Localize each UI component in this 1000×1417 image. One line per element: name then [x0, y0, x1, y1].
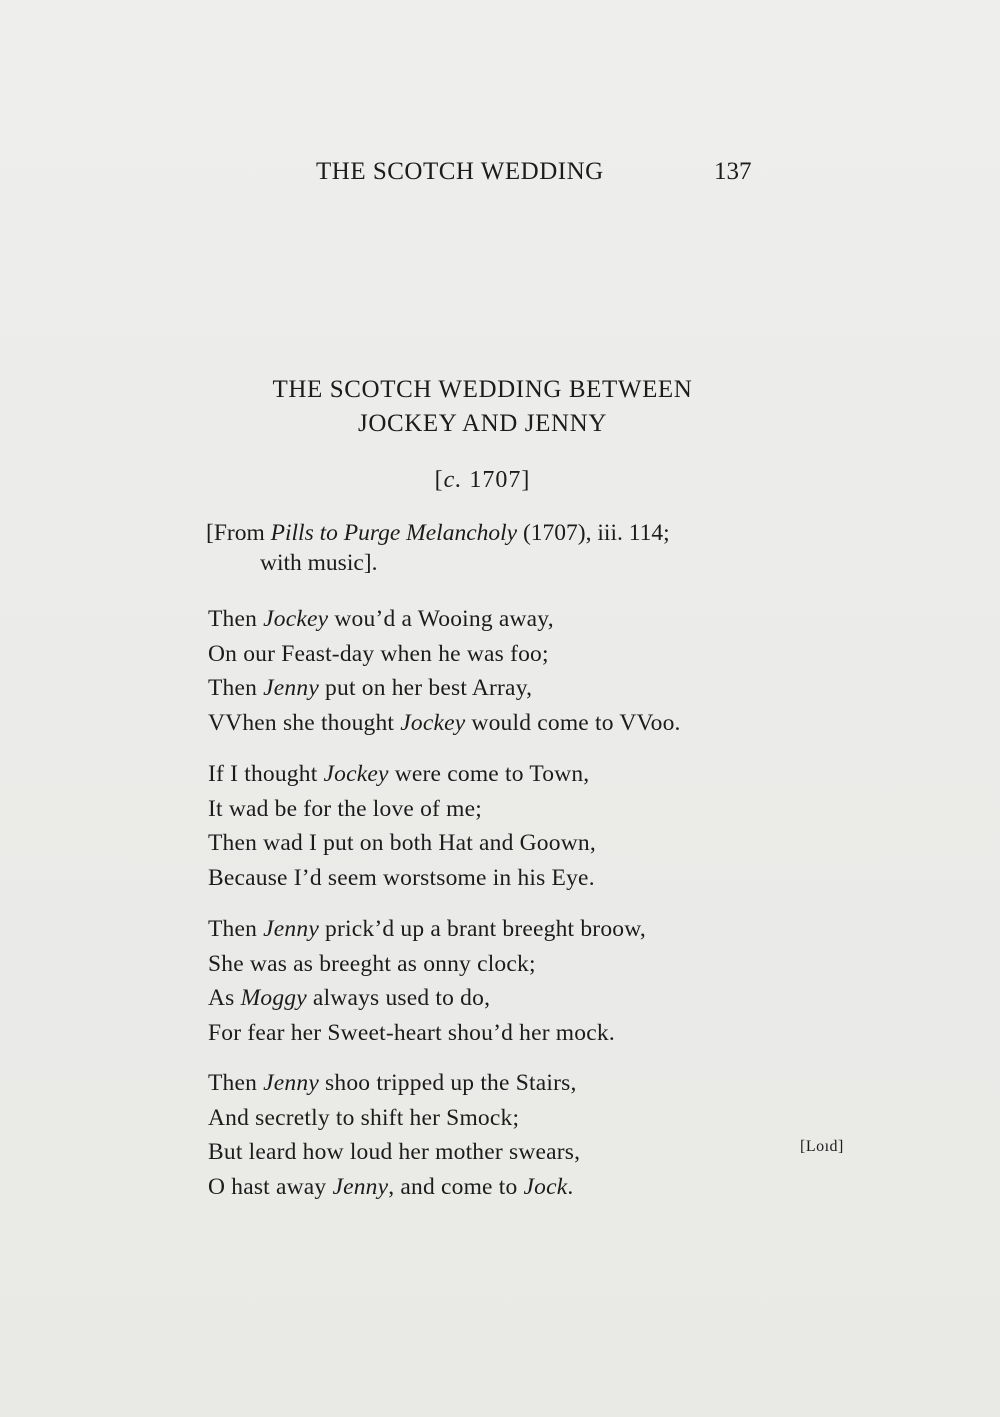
verse-text: prick’d up a brant breeght broow,: [318, 916, 646, 942]
verse-line: [208, 706, 681, 741]
verse-italic-name: Jenny: [263, 675, 319, 701]
poem-title-line-2: JOCKEY AND JENNY: [358, 410, 607, 437]
verse-text: put on her best Array,: [318, 675, 533, 701]
verse-line: [208, 1170, 580, 1205]
verse-italic-name: Jenny: [332, 1173, 389, 1200]
date-bracket-open: [: [434, 467, 444, 493]
verse-line: [208, 1101, 580, 1136]
verse-italic-name: Moggy: [240, 985, 307, 1011]
verse-text: were come to Town,: [388, 761, 590, 787]
verse-text: wou’d a Wooing away,: [328, 606, 554, 632]
stanza-2: [208, 757, 596, 895]
verse-text: But leard how loud her mother swears,: [208, 1139, 581, 1165]
verse-line: [208, 947, 646, 982]
verse-text: Because I’d seem worstsome in his Eye.: [208, 864, 595, 891]
verse-text: And secretly to shift her Smock;: [208, 1104, 520, 1131]
verse-text: Then wad I put on both Hat and Goown,: [208, 830, 596, 856]
running-head-title: THE SCOTCH WEDDING: [316, 158, 604, 185]
verse-line: [208, 1016, 646, 1051]
verse-line: [208, 981, 646, 1016]
margin-note: [Loıd]: [800, 1138, 844, 1155]
date-circa: c.: [443, 467, 463, 493]
verse-text: She was as breeght as onny clock;: [208, 950, 536, 977]
verse-text: Then: [208, 675, 264, 701]
stanza-3: [208, 912, 646, 1050]
verse-italic-name: Jockey: [400, 709, 466, 736]
verse-line: [208, 826, 596, 861]
verse-line: [208, 1066, 580, 1101]
verse-text: Then: [208, 606, 264, 632]
verse-text: On our Feast-day when he was foo;: [208, 640, 549, 667]
source-note: [206, 518, 670, 578]
verse-italic-name: Jenny: [263, 1070, 319, 1096]
verse-line: [208, 602, 681, 637]
verse-text: shoo tripped up the Stairs,: [318, 1070, 577, 1096]
verse-italic-name: Jenny: [263, 916, 319, 942]
verse-text: It wad be for the love of me;: [208, 795, 482, 822]
date-year: 1707]: [462, 467, 531, 493]
page-number: 137: [714, 158, 752, 185]
verse-text: If I thought: [208, 761, 324, 787]
verse-text: Then: [208, 916, 264, 942]
verse-text: O hast away: [208, 1173, 333, 1200]
source-note-line-2: with music].: [260, 550, 378, 576]
verse-line: [208, 861, 596, 896]
stanza-4: [208, 1066, 580, 1204]
verse-line: [208, 792, 596, 827]
verse-line: [208, 757, 596, 792]
verse-line: [208, 637, 681, 672]
verse-text: would come to VVoo.: [465, 709, 681, 736]
verse-text: Then: [208, 1070, 264, 1096]
source-note-part-2: (1707), iii. 114;: [517, 520, 670, 546]
source-note-part-1: [From: [206, 520, 271, 546]
verse-italic-name: Jockey: [263, 606, 329, 632]
verse-line: [208, 1135, 580, 1170]
verse-text: .: [567, 1173, 574, 1200]
source-note-book-title: Pills to Purge Melancholy: [270, 520, 518, 546]
verse-text: , and come to: [388, 1173, 524, 1200]
verse-text: VVhen she thought: [208, 709, 401, 736]
verse-text: For fear her Sweet-heart shou’d her mock.: [208, 1019, 615, 1046]
verse-italic-name: Jockey: [323, 761, 389, 787]
verse-italic-name: Jock: [523, 1173, 568, 1200]
stanza-1: [208, 602, 681, 740]
poem-title-line-1: THE SCOTCH WEDDING BETWEEN: [272, 376, 693, 403]
verse-line: [208, 912, 646, 947]
verse-line: [208, 671, 681, 706]
poem-date: [0, 467, 965, 494]
verse-text: always used to do,: [306, 985, 491, 1011]
verse-text: As: [208, 985, 241, 1011]
